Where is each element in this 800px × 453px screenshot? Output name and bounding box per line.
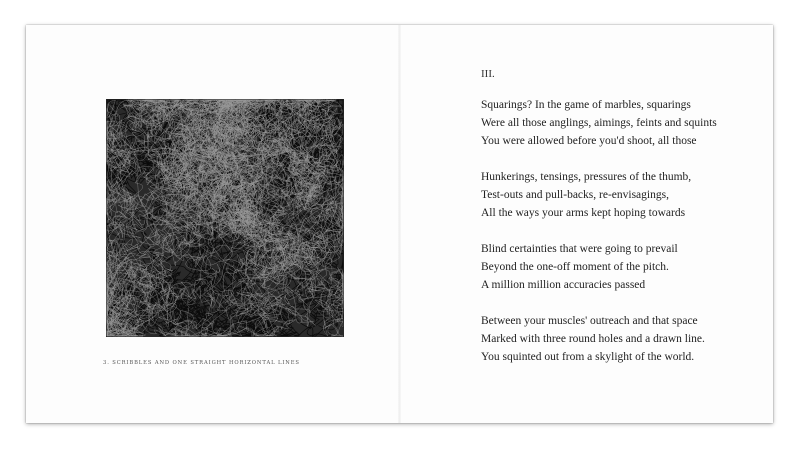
poem-line: A million million accuracies passed [481, 279, 646, 291]
poem-line: Squarings? In the game of marbles, squarings [481, 99, 691, 111]
section-number: III. [481, 68, 495, 80]
stanza [481, 240, 717, 294]
open-book [26, 25, 773, 423]
stanza [481, 312, 717, 366]
stanza [481, 96, 717, 150]
figure-caption: 3. SCRIBBLES AND ONE STRAIGHT HORIZONTAL LINES [103, 360, 300, 366]
left-page [26, 25, 400, 423]
poem-line: Were all those anglings, aimings, feints and squints [481, 117, 717, 129]
right-page [400, 25, 773, 423]
poem-line: Between your muscles' outreach and that space [481, 315, 698, 327]
stanza [481, 168, 717, 222]
scribble-square-icon [106, 99, 344, 337]
poem-line: Hunkerings, tensings, pressures of the thumb, [481, 171, 692, 183]
poem-line: Marked with three round holes and a drawn line. [481, 333, 705, 345]
poem [481, 96, 717, 384]
poem-line: You were allowed before you'd shoot, all those [481, 135, 697, 147]
poem-line: All the ways your arms kept hoping towards [481, 207, 686, 219]
poem-line: Beyond the one-off moment of the pitch. [481, 261, 669, 273]
poem-line: Test-outs and pull-backs, re-envisagings, [481, 189, 669, 201]
poem-line: Blind certainties that were going to prevail [481, 243, 678, 255]
poem-line: You squinted out from a skylight of the world. [481, 351, 695, 363]
